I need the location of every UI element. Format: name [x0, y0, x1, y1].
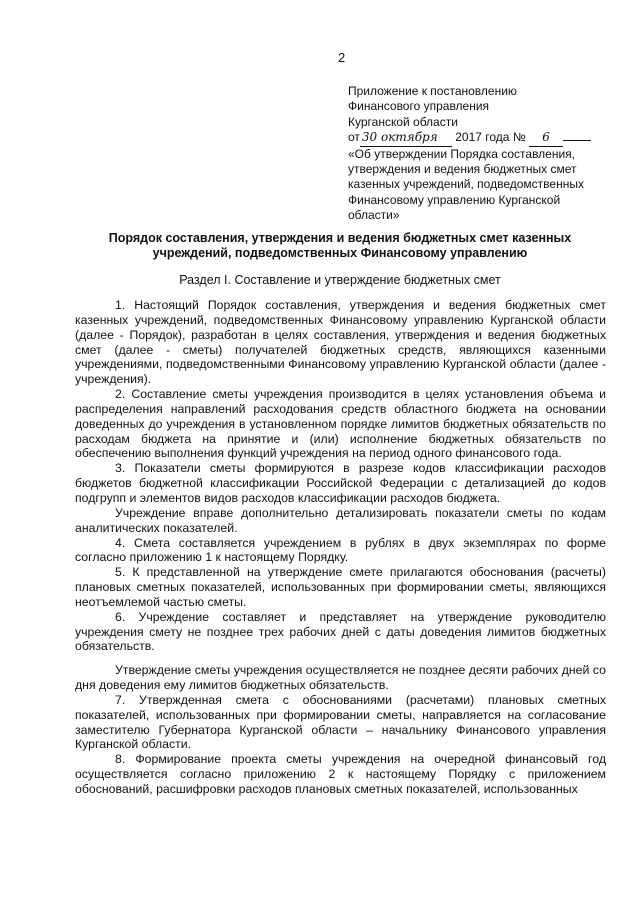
appendix-line: Курганской области: [348, 114, 458, 129]
year-text: 2017 года №: [455, 130, 526, 145]
appendix-date-line: [348, 130, 618, 146]
appendix-line: Приложение к постановлению: [348, 84, 517, 98]
signature-underline: [563, 140, 591, 141]
document-title-line: учреждений, подведомственных Финансовому управлению: [152, 246, 528, 261]
paragraph: 1. Настоящий Порядок составления, утверждения и ведения бюджетных смет казенных учреждений, подведомственных Финансовому управлению Курганской области (далее - Порядок), разработан в целях составления, утверждения и ведения бюджетных смет (далее - сметы) получателей бюджетных средств, являющихся казенными учреждениями, подведомственными Финансовому управлению Курганской области (далее - учреждения).: [75, 298, 606, 387]
appendix-about-line: Финансовому управлению Курганской: [348, 192, 561, 207]
handwritten-number: 6: [529, 130, 563, 146]
document-title: [80, 231, 600, 262]
appendix-line: Финансового управления: [348, 99, 490, 114]
paragraph: 8. Формирование проекта сметы учреждения на очередной финансовый год осуществляется согласно приложению 2 к настоящему Порядку с приложением обоснований, расшифровки расходов плановых сметных показателей, использованных: [75, 752, 606, 796]
appendix-about-line: утверждения и ведения бюджетных смет: [348, 162, 577, 177]
document-title-line: Порядок составления, утверждения и ведения бюджетных смет казенных: [108, 231, 572, 245]
document-body: [75, 298, 606, 797]
appendix-block: [348, 84, 618, 224]
paragraph: 4. Смета составляется учреждением в рублях в двух экземплярах по форме согласно приложению 1 к настоящему Порядку.: [75, 535, 606, 565]
paragraph: 6. Учреждение составляет и представляет на утверждение руководителю учреждения смету не позднее трех рабочих дней с даты доведения лимитов бюджетных обязательств.: [75, 609, 606, 654]
paragraph: Утверждение сметы учреждения осуществляется не позднее десяти рабочих дней со дня доведения ему лимитов бюджетных обязательств.: [75, 663, 606, 693]
appendix-about-line: казенных учреждений, подведомственных: [348, 177, 584, 192]
section-heading: Раздел I. Составление и утверждение бюджетных смет: [179, 273, 501, 287]
date-prefix: от: [348, 130, 360, 145]
appendix-about-line: области»: [348, 208, 400, 223]
handwritten-date: 30 октября: [360, 130, 452, 146]
paragraph: 2. Составление сметы учреждения производится в целях установления объема и распределения направлений расходования средств областного бюджета на основании доведенных до учреждения в установленном порядке лимитов бюджетных обязательств по расходам бюджета на принятие и (или) исполнение бюджетных обязательств по обеспечению выполнения функций учреждения на период одного финансового года.: [75, 387, 606, 461]
appendix-about-line: «Об утверждении Порядка составления,: [348, 146, 576, 161]
paragraph: 5. К представленной на утверждение смете прилагаются обоснования (расчеты) плановых сметных показателей, использованных при формировании сметы, являющихся неотъемлемой частью сметы.: [75, 565, 606, 609]
page-number: 2: [338, 50, 346, 65]
paragraph: 7. Утвержденная смета с обоснованиями (расчетами) плановых сметных показателей, использованных при формировании сметы, направляется на согласование заместителю Губернатора Курганской области – начальнику Финансового управления Курганской области.: [75, 692, 606, 752]
paragraph: 3. Показатели сметы формируются в разрезе кодов классификации расходов бюджетов бюджетной классификации Российской Федерации с детализацией до кодов подгрупп и элементов видов расходов классификации расходов бюджета.: [75, 461, 606, 505]
paragraph: Учреждение вправе дополнительно детализировать показатели сметы по кодам аналитических показателей.: [75, 505, 606, 535]
